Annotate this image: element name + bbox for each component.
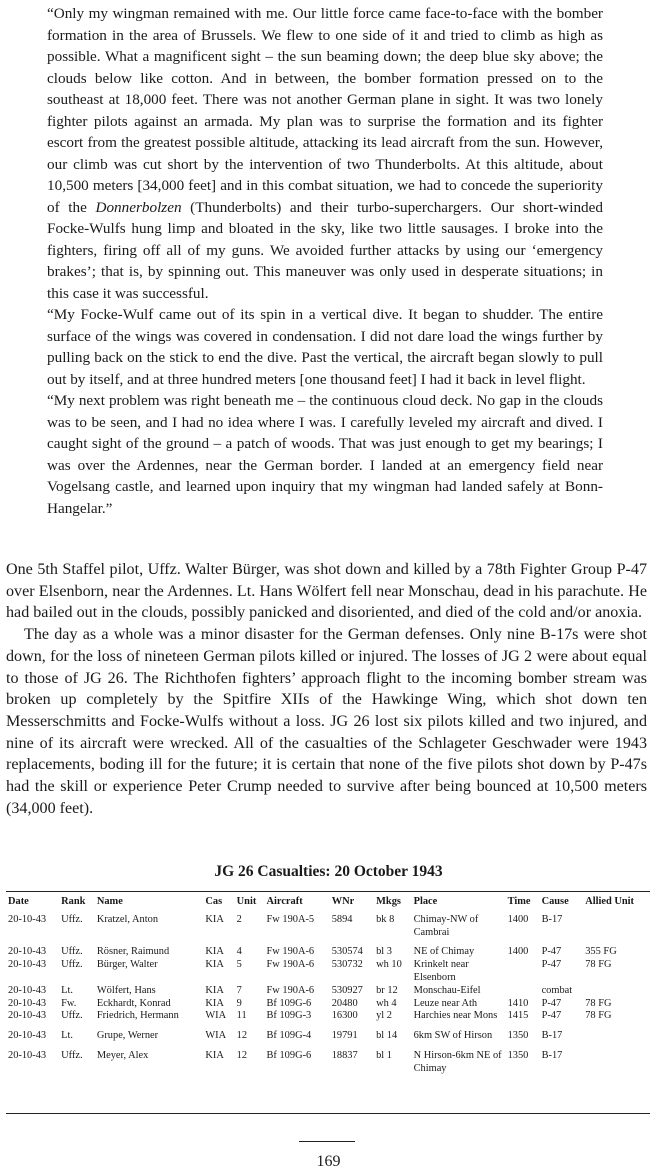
cell-time: 1350 [507, 1049, 529, 1061]
cell-cas: KIA [205, 946, 224, 958]
cell-mkgs: br 12 [376, 984, 398, 996]
cell-mkgs: bk 8 [376, 913, 395, 925]
cell-wnr: 530574 [331, 946, 363, 958]
table-header-row [6, 896, 650, 914]
table-row [6, 959, 650, 985]
cell-unit: 2 [236, 913, 242, 925]
cell-cause: P-47 [541, 1010, 562, 1022]
header-place: Place [413, 896, 438, 907]
cell-wnr: 5894 [331, 913, 353, 925]
cell-cause: P-47 [541, 946, 562, 958]
cell-name: Kratzel, Anton [96, 913, 159, 925]
cell-wnr: 16300 [331, 1010, 358, 1022]
header-cas: Cas [205, 896, 223, 907]
cell-cause: combat [541, 984, 573, 996]
cell-cas: KIA [205, 913, 224, 925]
cell-wnr: 20480 [331, 997, 358, 1009]
cell-cause: P-47 [541, 959, 562, 971]
header-mkgs: Mkgs [376, 896, 401, 907]
header-wnr: WNr [331, 896, 355, 907]
cell-rank: Uffz. [61, 946, 83, 958]
cell-rank: Uffz. [61, 1010, 83, 1022]
cell-rank: Lt. [61, 1030, 73, 1042]
cell-allied-unit [583, 985, 650, 998]
cell-allied-unit: 78 FG [585, 997, 612, 1009]
table-row [6, 1023, 650, 1043]
table-row [6, 1043, 650, 1076]
cell-name: Eckhardt, Konrad [96, 997, 171, 1009]
cell-place: Chimay-NW of Cambrai [413, 913, 479, 938]
cell-place: Monschau-Eifel [413, 984, 481, 996]
cell-time: 1350 [507, 1030, 529, 1042]
cell-allied-unit [583, 1043, 650, 1076]
cell-cas: KIA [205, 959, 224, 971]
cell-date: 20-10-43 [8, 1010, 47, 1022]
cell-aircraft: Fw 190A-6 [266, 984, 315, 996]
cell-name: Meyer, Alex [96, 1049, 149, 1061]
body-paragraph-2: The day as a whole was a minor disaster for the German defenses. Only nine B-17s were shot down, for the loss of nineteen German pilots killed or injured. The losses of JG 2 were about equal to those of JG 26. The Richthofen fighters’ approach flight to the incoming bomber stream was broken up completely by the Spitfire XIIs of the Hawkinge Wing, which shot down ten Messerschmitts and Focke-Wulfs without a loss. JG 26 lost six pilots killed and two injured, and nine of its aircraft were wrecked. All of the casualties of the Schlageter Geschwader were 1943 replacements, boding ill for the future; it is certain that none of the five pilots shot down by P-47s had the skill or experience Peter Crump needed to survive after being bounced at 10,500 meters (34,000 feet). [6, 626, 647, 817]
cell-wnr: 530927 [331, 984, 363, 996]
table-bottom-rule [6, 1113, 650, 1114]
cell-allied-unit: 78 FG [585, 1010, 612, 1022]
cell-place: Leuze near Ath [413, 997, 478, 1009]
quote-text: “Only my wingman remained with me. Our little force came face-to-face with the bomber formation in the area of Brussels. We flew to one side of it and tried to climb as high as possible. What a magnificent sight – the sun beaming down; the deep blue sky above; the clouds below like cotton. And in between, the bomber formation pressed on to the southeast at 18,000 feet. There was not another German plane in sight. It was two lonely fighter pilots against an armada. My plan was to surprise the formation and its fighter escort from the greatest possible altitude, attacking its lead aircraft from the sun. However, our climb was cut short by the intervention of two Thunderbolts. At this altitude, about 10,500 meters [34,000 feet] and in this combat situation, we had to concede the superiority of the [47, 5, 603, 216]
cell-unit: 12 [236, 1030, 248, 1042]
header-cause: Cause [541, 896, 569, 907]
header-date: Date [8, 896, 29, 907]
cell-date: 20-10-43 [8, 1030, 47, 1042]
cell-unit: 7 [236, 984, 242, 996]
table-top-rule [6, 891, 650, 892]
cell-mkgs: wh 4 [376, 997, 397, 1009]
cell-aircraft: Fw 190A-6 [266, 959, 315, 971]
cell-allied-unit [583, 914, 650, 940]
table-row [6, 914, 650, 940]
cell-aircraft: Bf 109G-6 [266, 997, 312, 1009]
body-paragraph-1: One 5th Staffel pilot, Uffz. Walter Bürger, was shot down and killed by a 78th Fighter Group P-47 over Elsenborn, near the Ardennes. Lt. Hans Wölfert fell near Monschau, dead in his parachute. He had bailed out in the clouds, possibly panicked and disoriented, and died of the cold and/or anoxia. [6, 561, 647, 622]
cell-time [506, 959, 540, 985]
cell-wnr: 19791 [331, 1030, 358, 1042]
cell-date: 20-10-43 [8, 1049, 47, 1061]
quote-paragraph-3: “My next problem was right beneath me – the continuous cloud deck. No gap in the clouds was to be seen, and I had no idea where I was. I carefully leveled my aircraft and dived. I caught sight of the ground – a patch of woods. That was just enough to get my bearings; I was over the Ardennes, near the German border. I landed at an emergency field near Vogelsang castle, and learned upon inquiry that my wingman had landed safely at Bonn-Hangelar.” [47, 392, 603, 517]
cell-aircraft: Fw 190A-5 [266, 913, 315, 925]
cell-aircraft: Fw 190A-6 [266, 946, 315, 958]
page-number: 169 [316, 1153, 341, 1170]
cell-date: 20-10-43 [8, 946, 47, 958]
cell-unit: 9 [236, 997, 242, 1009]
cell-cause: B-17 [541, 1030, 563, 1042]
cell-time: 1410 [507, 997, 529, 1009]
cell-aircraft: Bf 109G-6 [266, 1049, 312, 1061]
cell-allied-unit: 78 FG [585, 959, 612, 971]
cell-rank: Uffz. [61, 1049, 83, 1061]
cell-place: Harchies near Mons [413, 1010, 498, 1022]
cell-place: Krinkelt near Elsenborn [413, 959, 469, 983]
cell-time: 1415 [507, 1010, 529, 1022]
cell-mkgs: yl 2 [376, 1010, 392, 1022]
cell-mkgs: bl 14 [376, 1030, 398, 1042]
quote-italic-term: Donnerbolzen [95, 198, 182, 216]
table-row [6, 985, 650, 998]
cell-date: 20-10-43 [8, 984, 47, 996]
body-text [6, 559, 647, 819]
table-row [6, 1010, 650, 1023]
cell-rank: Fw. [61, 997, 77, 1009]
cell-date: 20-10-43 [8, 913, 47, 925]
cell-unit: 12 [236, 1049, 248, 1061]
cell-cas: WIA [205, 1010, 227, 1022]
cell-name: Rösner, Raimund [96, 946, 170, 958]
cell-rank: Uffz. [61, 959, 83, 971]
cell-time: 1400 [507, 946, 529, 958]
header-rank: Rank [61, 896, 86, 907]
cell-cause: B-17 [541, 1049, 563, 1061]
cell-place: 6km SW of Hirson [413, 1030, 493, 1042]
table-row [6, 998, 650, 1011]
cell-wnr: 18837 [331, 1049, 358, 1061]
casualties-table [6, 896, 650, 1076]
cell-allied-unit: 355 FG [585, 946, 617, 958]
cell-aircraft: Bf 109G-4 [266, 1030, 312, 1042]
cell-date: 20-10-43 [8, 959, 47, 971]
table-row [6, 939, 650, 959]
header-allied-unit: Allied Unit [585, 896, 635, 907]
cell-cas: KIA [205, 997, 224, 1009]
cell-name: Grupe, Werner [96, 1030, 159, 1042]
cell-mkgs: bl 1 [376, 1049, 392, 1061]
cell-cause: B-17 [541, 913, 563, 925]
cell-unit: 4 [236, 946, 242, 958]
header-time: Time [507, 896, 531, 907]
cell-rank: Lt. [61, 984, 73, 996]
cell-time: 1400 [507, 913, 529, 925]
cell-cas: WIA [205, 1030, 227, 1042]
block-quote [47, 3, 603, 519]
cell-cause: P-47 [541, 997, 562, 1009]
cell-time [506, 985, 540, 998]
cell-rank: Uffz. [61, 913, 83, 925]
cell-allied-unit [583, 1023, 650, 1043]
cell-name: Bürger, Walter [96, 959, 158, 971]
cell-place: N Hirson-6km NE of Chimay [413, 1049, 502, 1074]
quote-paragraph-1 [47, 3, 603, 304]
quote-text: (Thunderbolts) and their turbo-superchargers. Our short-winded Focke-Wulfs hung limp and bloated in the sky, like two little sausages. I broke into the fighters, firing off all of my guns. We avoided further attacks by using our ‘emergency brakes’; that is, by spinning out. This maneuver was only used in desperate situations; in this case it was successful. [47, 198, 603, 302]
quote-paragraph-2: “My Focke-Wulf came out of its spin in a vertical dive. It began to shudder. The entire surface of the wings was covered in condensation. I did not dare load the wings further by pulling back on the stick to end the dive. Past the vertical, the aircraft began slowly to pull out by itself, and at three hundred meters [one thousand feet] I had it back in level flight. [47, 306, 603, 388]
header-unit: Unit [236, 896, 257, 907]
cell-name: Friedrich, Hermann [96, 1010, 179, 1022]
cell-mkgs: bl 3 [376, 946, 392, 958]
header-aircraft: Aircraft [266, 896, 303, 907]
cell-unit: 5 [236, 959, 242, 971]
cell-cas: KIA [205, 1049, 224, 1061]
cell-mkgs: wh 10 [376, 959, 402, 971]
cell-cas: KIA [205, 984, 224, 996]
cell-unit: 11 [236, 1010, 247, 1022]
cell-name: Wölfert, Hans [96, 984, 156, 996]
cell-date: 20-10-43 [8, 997, 47, 1009]
cell-wnr: 530732 [331, 959, 363, 971]
cell-aircraft: Bf 109G-3 [266, 1010, 312, 1022]
cell-place: NE of Chimay [413, 946, 475, 958]
page-number-rule [299, 1141, 355, 1142]
table-title: JG 26 Casualties: 20 October 1943 [214, 863, 443, 880]
header-name: Name [96, 896, 123, 907]
